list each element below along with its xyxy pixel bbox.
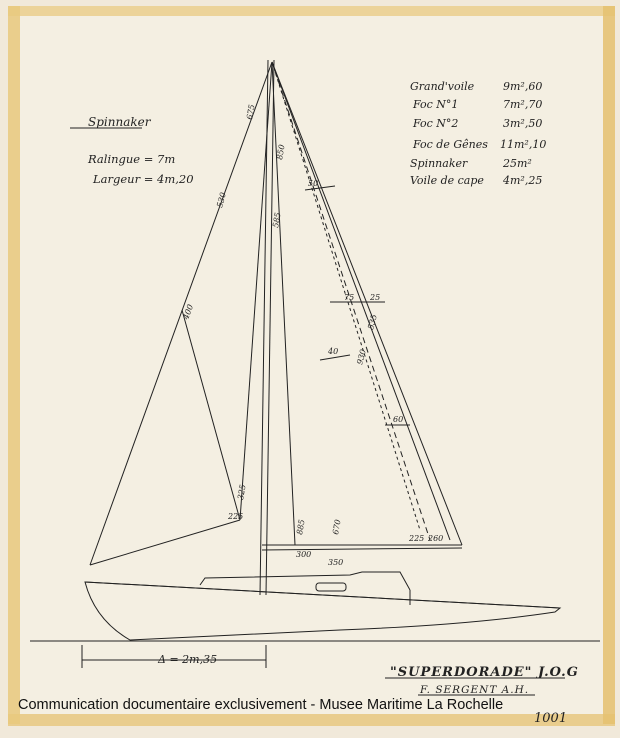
dimension-labels: [181, 104, 443, 567]
sail-area-0: 9m²,60: [503, 80, 543, 93]
spinnaker-girth: [182, 310, 240, 520]
dim-885: 885: [295, 518, 307, 536]
dim-400: 400: [181, 303, 196, 321]
genoa-leech: [272, 62, 295, 545]
designer-label: F. SERGENT A.H.: [420, 684, 530, 696]
jib-luff: [272, 62, 450, 540]
boat-name: "SUPERDORADE" J.O.G: [390, 665, 579, 680]
displacement-label: Δ = 2m,35: [158, 653, 218, 666]
sail-name-4: Spinnaker: [410, 157, 468, 170]
sail-area-5: 4m²,25: [503, 174, 543, 187]
sail-name-5: Voile de cape: [410, 174, 484, 187]
forestay-line: [272, 62, 462, 545]
dim-300: 300: [296, 550, 312, 559]
dim-60: 60: [393, 415, 404, 424]
boom-lower: [262, 548, 462, 550]
sail-area-table: [410, 80, 546, 187]
dim-50: 50: [308, 179, 319, 188]
cabin-roof: [200, 572, 410, 590]
dim-850: 850: [275, 143, 287, 161]
dim-225b: 225: [409, 534, 425, 543]
dim-585: 585: [271, 211, 283, 229]
spinnaker-title: Spinnaker: [88, 115, 151, 129]
spinnaker-leech: [240, 62, 272, 520]
spinnaker-foot: [90, 520, 240, 565]
dim-75: 75: [344, 293, 355, 302]
dim-675: 675: [245, 103, 257, 121]
catalog-number: 1001: [534, 711, 568, 726]
sail-name-1: Foc N°1: [413, 98, 459, 111]
dim-260: 260: [428, 534, 444, 543]
sail-name-0: Grand'voile: [410, 80, 475, 93]
sail-name-3: Foc de Gênes: [413, 138, 488, 151]
spinnaker-largeur: Largeur = 4m,20: [93, 172, 194, 186]
sheer-line: [85, 582, 560, 608]
dim-325: 325: [236, 483, 248, 501]
dim-225a: 225: [228, 512, 244, 521]
sail-area-1: 7m²,70: [503, 98, 543, 111]
sail-area-3: 11m²,10: [500, 138, 547, 151]
dim-40: 40: [328, 347, 339, 356]
dim-25: 25: [370, 293, 381, 302]
dim-350: 350: [328, 558, 344, 567]
sail-name-2: Foc N°2: [413, 117, 459, 130]
dim-930: 930: [355, 348, 368, 366]
credit-caption: Communication documentaire exclusivement - Musee Maritime La Rochelle: [18, 697, 504, 713]
dim-670: 670: [331, 518, 343, 536]
sail-area-2: 3m²,50: [503, 117, 543, 130]
sail-area-4: 25m²: [503, 157, 532, 170]
dim-530: 530: [215, 191, 228, 209]
cabin-port: [316, 583, 346, 591]
spinnaker-ralingue: Ralingue = 7m: [88, 152, 176, 166]
dim-535: 535: [366, 313, 379, 331]
